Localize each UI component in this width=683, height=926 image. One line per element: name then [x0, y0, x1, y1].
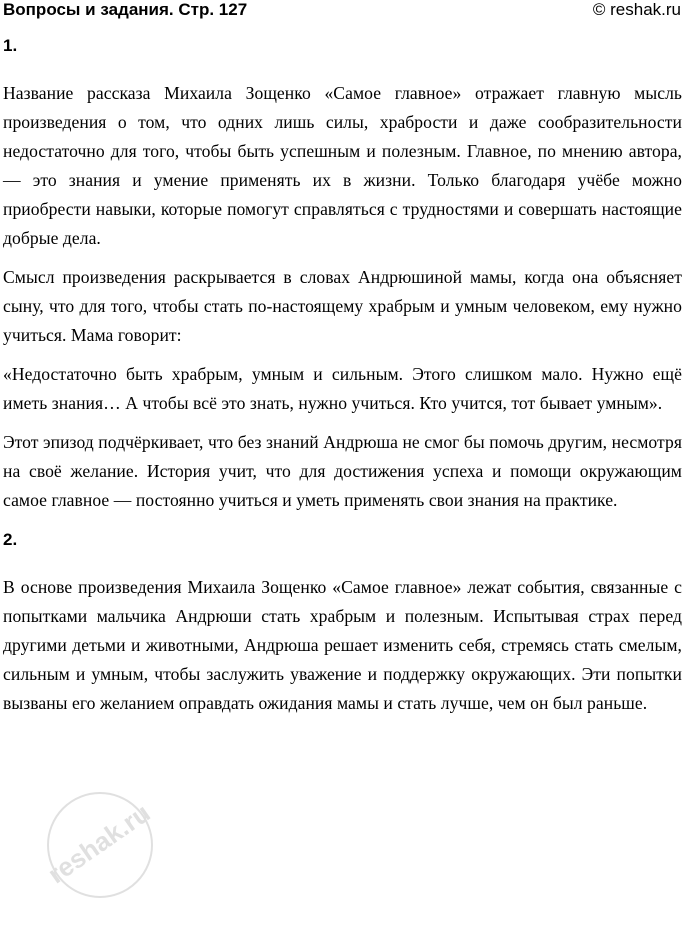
watermark-logo — [30, 770, 210, 920]
watermark-text: reshak.ru — [42, 797, 156, 890]
page-title: Вопросы и задания. Стр. 127 — [3, 0, 248, 19]
answer-1-paragraph-4: Этот эпизод подчёркивает, что без знаний Андрюша не смог бы помочь другим, несмотря на своё желание. История учит, что для достижения успеха и помощи окружающим самое главное — постоянно учиться и уметь применять свои знания на практике. — [3, 432, 682, 510]
site-credit: © reshak.ru — [592, 0, 681, 19]
watermark-circle — [48, 793, 152, 897]
answer-1-quote: «Недостаточно быть храбрым, умным и сильным. Этого слишком мало. Нужно ещё иметь знания… А чтобы всё это знать, нужно учиться. Кто учится, тот бывает умным». — [3, 364, 682, 413]
answer-2-paragraph-1: В основе произведения Михаила Зощенко «Самое главное» лежат события, связанные с попытками мальчика Андрюши стать храбрым и полезным. Испытывая страх перед другими детьми и животными, Андрюша решает изменить себя, стремясь стать смелым, сильным и умным, чтобы заслужить уважение и поддержку окружающих. Эти попытки вызваны его желанием оправдать ожидания мамы и стать лучше, чем он был раньше. — [3, 577, 682, 713]
page-header — [3, 0, 681, 22]
question-number-1: 1. — [3, 36, 18, 55]
answer-1-paragraph-2: Смысл произведения раскрывается в словах Андрюшиной мамы, когда она объясняет сыну, что для того, чтобы стать по-настоящему храбрым и умным человеком, ему нужно учиться. Мама говорит: — [3, 267, 682, 345]
question-number-2: 2. — [3, 530, 18, 549]
answer-1-paragraph-1: Название рассказа Михаила Зощенко «Самое главное» отражает главную мысль произведения о том, что одних лишь силы, храбрости и даже сообразительности недостаточно для того, чтобы быть успешным и полезным. Главное, по мнению автора, — это знания и умение применять их в жизни. Только благодаря учёбе можно приобрести навыки, которые помогут справляться с трудностями и совершать настоящие добрые дела. — [3, 83, 682, 248]
answer-content — [3, 36, 682, 728]
